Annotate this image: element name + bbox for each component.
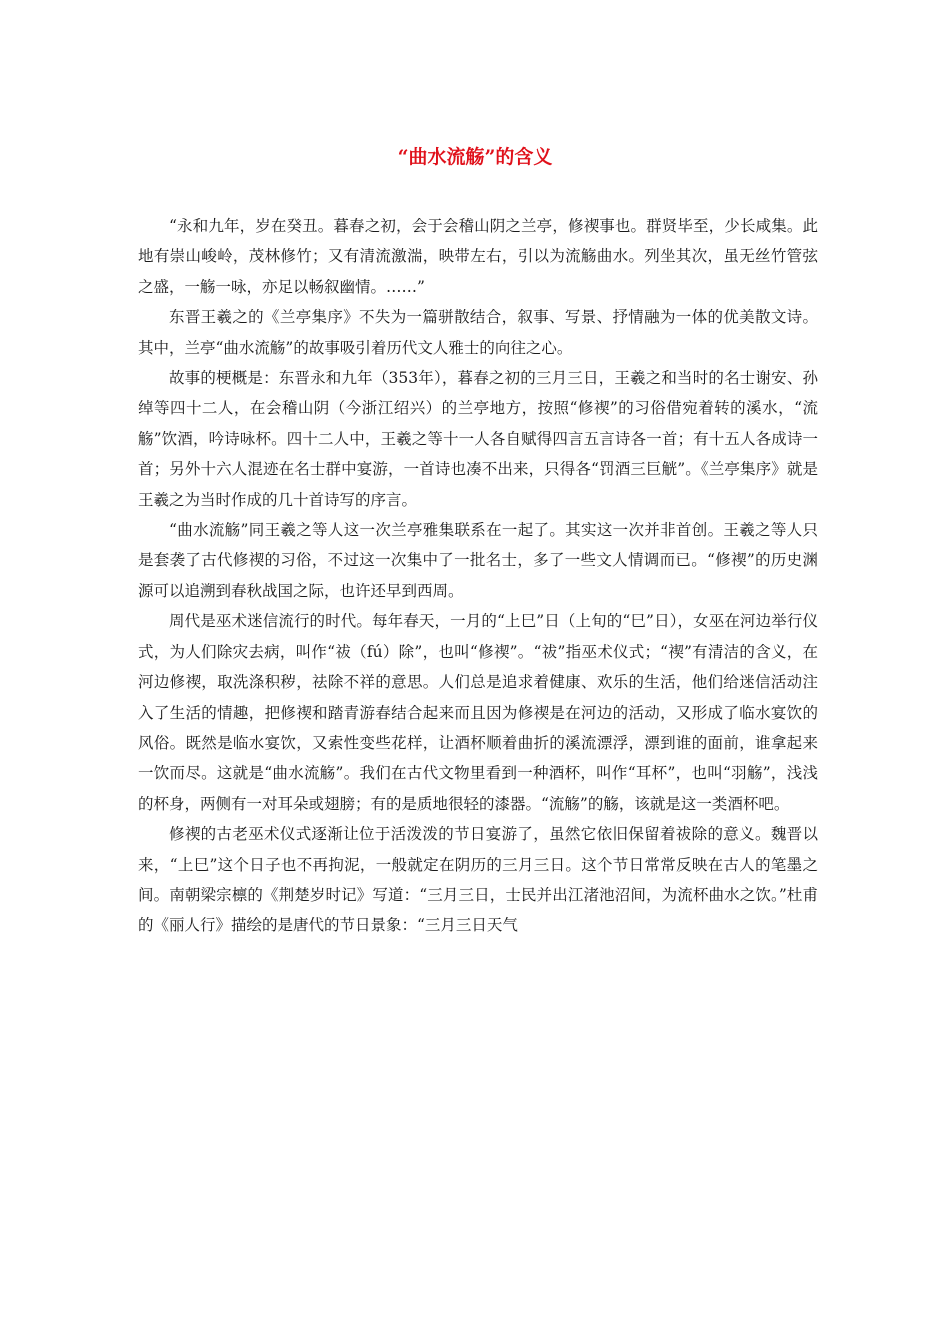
document-body xyxy=(138,211,818,941)
paragraph-1: “永和九年，岁在癸丑。暮春之初，会于会稽山阴之兰亭，修禊事也。群贤毕至，少长咸集。此地有崇山峻岭，茂林修竹；又有清流激湍，映带左右，引以为流觞曲水。列坐其次，虽无丝竹管弦之盛，一觞一咏，亦足以畅叙幽情。……” xyxy=(138,217,818,296)
paragraph-5: 周代是巫术迷信流行的时代。每年春天，一月的“上巳”日（上旬的“巳”日），女巫在河边举行仪式，为人们除灾去病，叫作“祓（fú）除”，也叫“修禊”。“祓”指巫术仪式；“禊”有清洁的含义，在河边修禊，取洗涤积秽，祛除不祥的意思。人们总是追求着健康、欢乐的生活，他们给迷信活动注入了生活的情趣，把修禊和踏青游春结合起来而且因为修禊是在河边的活动，又形成了临水宴饮的风俗。既然是临水宴饮，又索性变些花样，让酒杯顺着曲折的溪流漂浮，漂到谁的面前，谁拿起来一饮而尽。这就是“曲水流觞”。我们在古代文物里看到一种酒杯，叫作“耳杯”，也叫“羽觞”，浅浅的杯身，两侧有一对耳朵或翅膀；有的是质地很轻的漆器。“流觞”的觞，该就是这一类酒杯吧。 xyxy=(138,612,818,813)
document-title: “曲水流觞”的含义 xyxy=(397,146,553,168)
paragraph-6: 修禊的古老巫术仪式逐渐让位于活泼泼的节日宴游了，虽然它依旧保留着祓除的意义。魏晋以来，“上巳”这个日子也不再拘泥，一般就定在阴历的三月三日。这个节日常常反映在古人的笔墨之间。南朝梁宗檩的《荆楚岁时记》写道：“三月三日，士民并出江渚池沼间，为流杯曲水之饮。”杜甫的《丽人行》描绘的是唐代的节日景象：“三月三日天气 xyxy=(138,825,818,935)
paragraph-3: 故事的梗概是：东晋永和九年（353年），暮春之初的三月三日，王羲之和当时的名士谢安、孙绰等四十二人，在会稽山阴（今浙江绍兴）的兰亭地方，按照“修禊”的习俗借宛着转的溪水，“流觞”饮酒，吟诗咏杯。四十二人中，王羲之等十一人各自赋得四言五言诗各一首；有十五人各成诗一首；另外十六人混迹在名士群中宴游，一首诗也凑不出来，只得各“罚酒三巨觥”。《兰亭集序》就是王羲之为当时作成的几十首诗写的序言。 xyxy=(138,369,818,509)
paragraph-4: “曲水流觞”同王羲之等人这一次兰亭雅集联系在一起了。其实这一次并非首创。王羲之等人只是套袭了古代修禊的习俗，不过这一次集中了一批名士，多了一些文人情调而已。“修禊”的历史渊源可以追溯到春秋战国之际，也许还早到西周。 xyxy=(138,521,818,600)
paragraph-2: 东晋王羲之的《兰亭集序》不失为一篇骈散结合，叙事、写景、抒情融为一体的优美散文诗。其中，兰亭“曲水流觞”的故事吸引着历代文人雅士的向往之心。 xyxy=(138,308,818,357)
